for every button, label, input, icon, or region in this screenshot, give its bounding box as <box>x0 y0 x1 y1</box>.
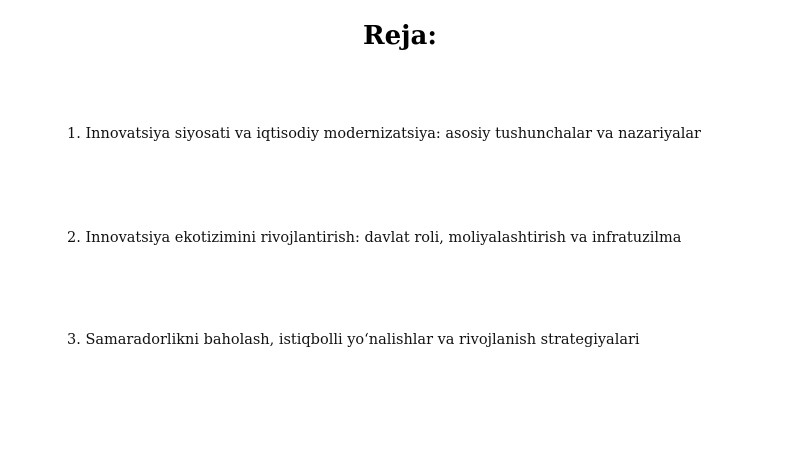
plan-item-2: 2. Innovatsiya ekotizimini rivojlantirish: davlat roli, moliyalashtirish va infratuzilma <box>67 230 682 246</box>
slide-title: Reja: <box>362 21 437 51</box>
plan-item-1: 1. Innovatsiya siyosati va iqtisodiy modernizatsiya: asosiy tushunchalar va nazariyalar <box>67 126 701 142</box>
plan-item-3: 3. Samaradorlikni baholash, istiqbolli yo‘nalishlar va rivojlanish strategiyalari <box>67 332 640 348</box>
